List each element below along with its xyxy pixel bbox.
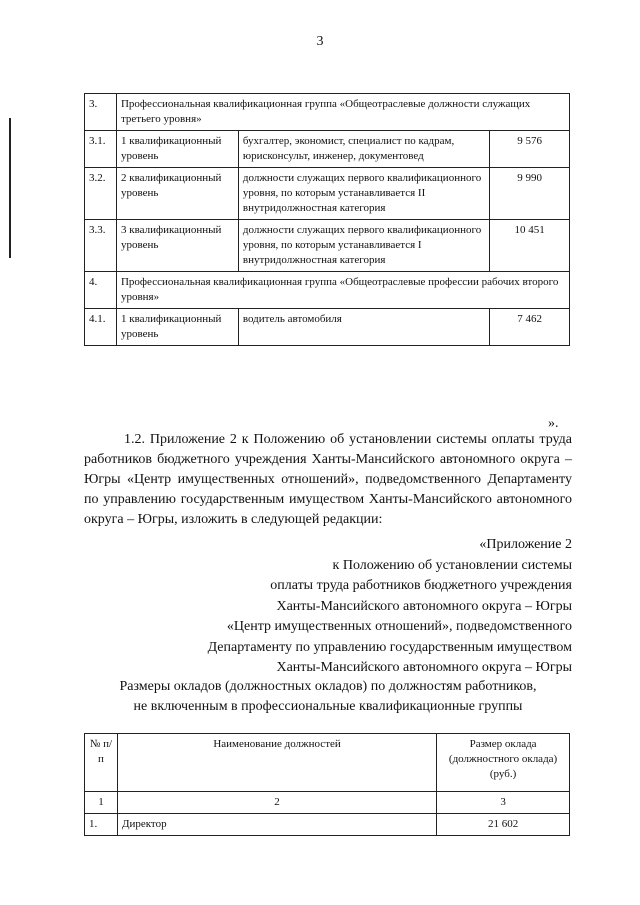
col-number: 2 [117,792,436,814]
margin-bar [9,118,11,258]
level-salary: 7 462 [490,309,570,346]
numbering-row [85,792,570,814]
appendix-line: «Приложение 2 [479,537,572,552]
amendment-paragraph: 1.2. Приложение 2 к Положению об установлении системы оплаты труда работников бюджетного учреждения Ханты-Мансийского автономного округа – Югры «Центр имущественных отношений», подведомственного Департаменту по управлению государственным имуществом Ханты-Мансийского автономного округа – Югры, изложить в следующей редакции: [84,432,572,527]
row-num: 1. [85,814,118,836]
appendix-line: Департаменту по управлению государственным имуществом [207,639,572,655]
level-num: 3.1. [85,131,117,168]
appendix-line: Ханты-Мансийского автономного округа – Югры [276,660,572,675]
group-row [85,94,570,131]
level-salary: 9 576 [490,131,570,168]
level-name: 1 квалификационный уровень [116,131,238,168]
col-number: 1 [85,792,118,814]
row-name: Директор [117,814,436,836]
level-row [85,131,570,168]
closing-quote: ». [548,416,559,431]
header-num: № п/п [85,734,118,792]
appendix-line: к Положению об установлении системы [332,557,572,573]
level-row [85,220,570,272]
appendix-line: оплаты труда работников бюджетного учреждения [270,578,572,593]
group-row [85,272,570,309]
group-title: Профессиональная квалификационная группа «Общеотраслевые должности служащих третьего уровня» [116,94,569,131]
level-positions: должности служащих первого квалификационного уровня, по которым устанавливается I внутридолжностная категория [238,220,489,272]
salary-table [84,733,570,836]
level-positions: водитель автомобиля [238,309,489,346]
level-num: 3.3. [85,220,117,272]
header-name: Наименование должностей [117,734,436,792]
level-num: 3.2. [85,168,117,220]
appendix-line: «Центр имущественных отношений», подведомственного [226,619,572,634]
row-salary: 21 602 [437,814,570,836]
heading-line: Размеры окладов (должностных окладов) по должностям работников, [119,679,537,694]
group-num: 4. [85,272,117,309]
heading-line: не включенным в профессиональные квалификационные группы [133,699,523,714]
group-title: Профессиональная квалификационная группа «Общеотраслевые профессии рабочих второго уровня» [116,272,569,309]
level-positions: бухгалтер, экономист, специалист по кадрам, юрисконсульт, инженер, документовед [238,131,489,168]
page-number: 3 [316,34,324,49]
section-heading [84,677,572,717]
level-row [85,309,570,346]
level-positions: должности служащих первого квалификационного уровня, по которым устанавливается II внутридолжностная категория [238,168,489,220]
header-salary: Размер оклада (должностного оклада) (руб.) [437,734,570,792]
header-row [85,734,570,792]
appendix-line: Ханты-Мансийского автономного округа – Югры [276,598,572,614]
level-salary: 9 990 [490,168,570,220]
group-num: 3. [85,94,117,131]
level-name: 3 квалификационный уровень [116,220,238,272]
level-name: 1 квалификационный уровень [116,309,238,346]
qualification-table [84,93,570,346]
level-salary: 10 451 [490,220,570,272]
level-num: 4.1. [85,309,117,346]
level-name: 2 квалификационный уровень [116,168,238,220]
col-number: 3 [437,792,570,814]
appendix-header [160,535,572,679]
table-row [85,814,570,836]
level-row [85,168,570,220]
